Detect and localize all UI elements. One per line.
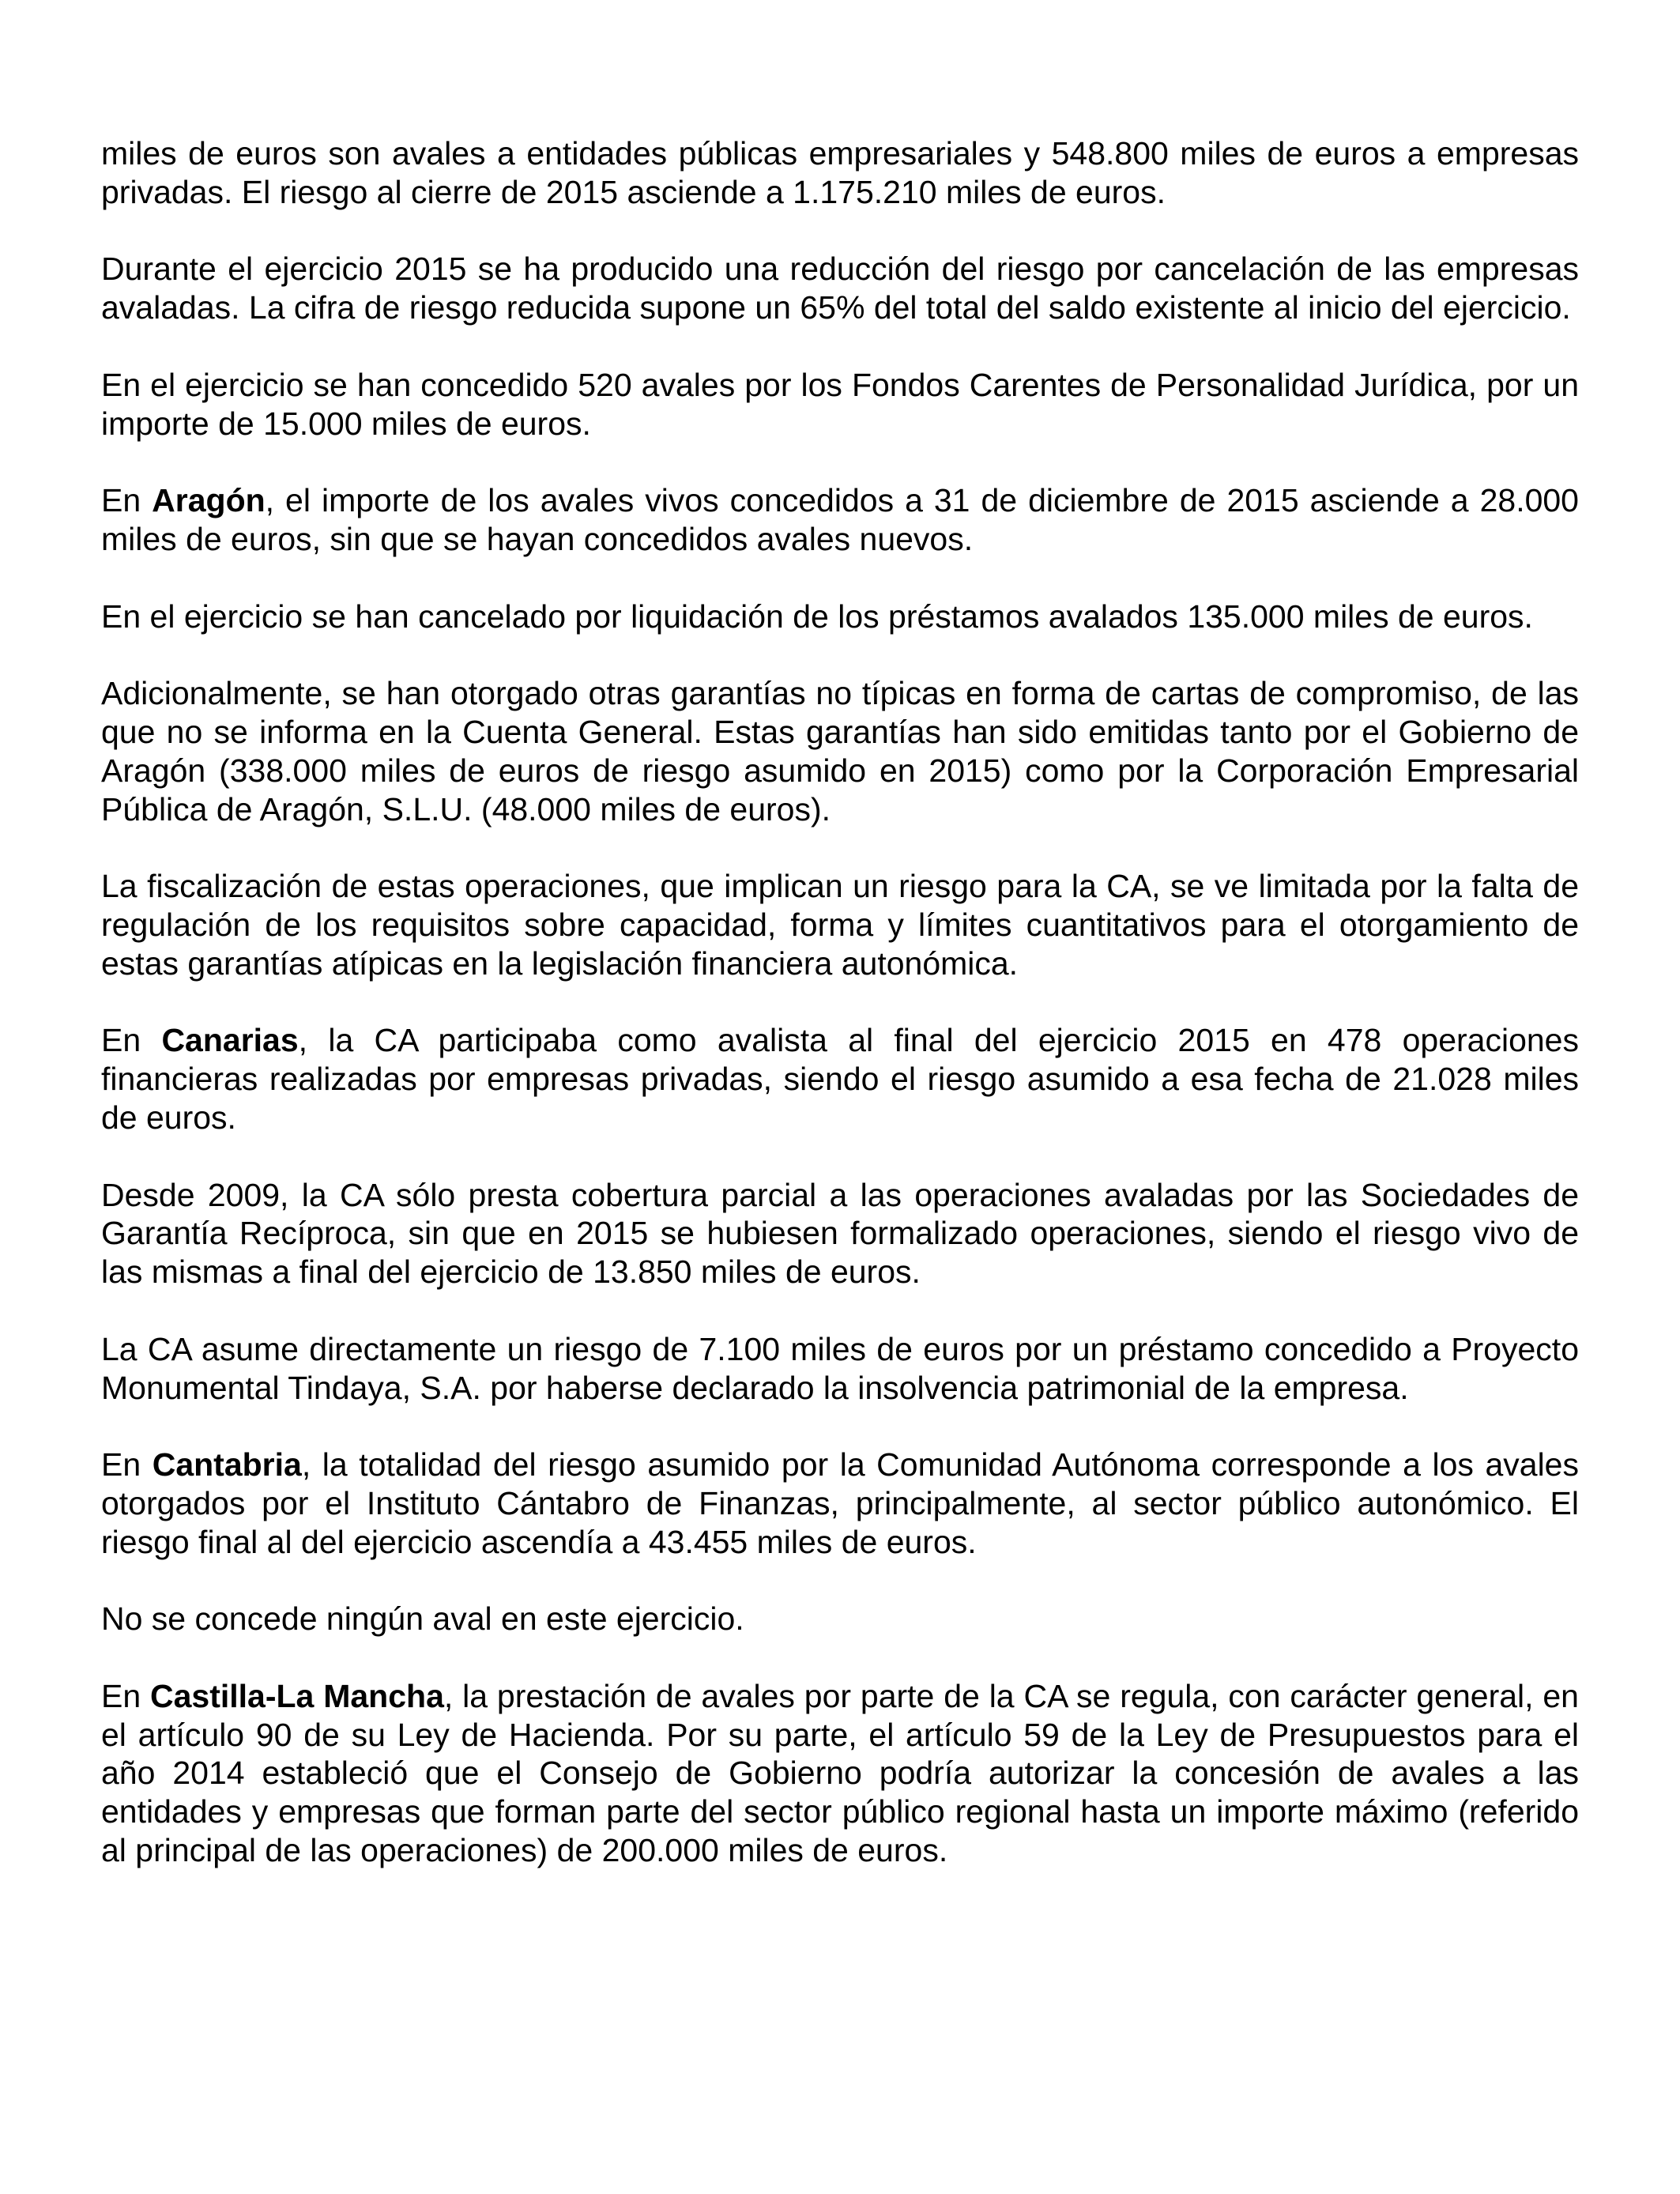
body-paragraph: [101, 1021, 1579, 1137]
paragraph-text: , la CA participaba como avalista al final del ejercicio 2015 en 478 operaciones financieras realizadas por empresas privadas, siendo el riesgo asumido a esa fecha de 21.028 miles de euros.: [101, 1022, 1579, 1136]
paragraph-text: En el ejercicio se han concedido 520 avales por los Fondos Carentes de Personalidad Jurídica, por un importe de 15.000 miles de euros.: [101, 366, 1579, 442]
paragraph-text: En el ejercicio se han cancelado por liquidación de los préstamos avalados 135.000 miles de euros.: [101, 598, 1533, 635]
region-name: Aragón: [152, 482, 266, 519]
body-paragraph: [101, 250, 1579, 327]
paragraph-text: La CA asume directamente un riesgo de 7.100 miles de euros por un préstamo concedido a Proyecto Monumental Tindaya, S.A. por haberse declarado la insolvencia patrimonial de la empresa.: [101, 1330, 1579, 1406]
paragraph-text: , la totalidad del riesgo asumido por la Comunidad Autónoma corresponde a los avales otorgados por el Instituto Cántabro de Finanzas, principalmente, al sector público autonómico. El riesgo final al del ejercicio ascendía a 43.455 miles de euros.: [101, 1446, 1579, 1560]
body-paragraph: [101, 598, 1579, 636]
paragraph-text: Adicionalmente, se han otorgado otras garantías no típicas en forma de cartas de compromiso, de las que no se informa en la Cuenta General. Estas garantías han sido emitidas tanto por el Gobierno de Aragón (338.000 miles de euros de riesgo asumido en 2015) como por la Corporación Empresarial Pública de Aragón, S.L.U. (48.000 miles de euros).: [101, 675, 1579, 827]
paragraph-text: , el importe de los avales vivos concedidos a 31 de diciembre de 2015 asciende a 28.000 miles de euros, sin que se hayan concedidos avales nuevos.: [101, 482, 1579, 557]
body-paragraph: [101, 1330, 1579, 1408]
body-paragraph: [101, 481, 1579, 559]
body-paragraph: [101, 1446, 1579, 1561]
body-paragraph: [101, 366, 1579, 443]
body-paragraph: [101, 1600, 1579, 1638]
paragraph-text: En: [101, 1022, 162, 1059]
paragraph-text: Desde 2009, la CA sólo presta cobertura parcial a las operaciones avaladas por las Sociedades de Garantía Recíproca, sin que en 2015 se hubiesen formalizado operaciones, siendo el riesgo vivo de las mismas a final del ejercicio de 13.850 miles de euros.: [101, 1176, 1579, 1291]
body-paragraph: [101, 134, 1579, 212]
paragraph-text: En: [101, 482, 153, 519]
paragraph-text: La fiscalización de estas operaciones, que implican un riesgo para la CA, se ve limitada por la falta de regulación de los requisitos sobre capacidad, forma y límites cuantitativos para el otorgamiento de estas garantías atípicas en la legislación financiera autonómica.: [101, 868, 1579, 982]
paragraph-text: Durante el ejercicio 2015 se ha producido una reducción del riesgo por cancelación de las empresas avaladas. La cifra de riesgo reducida supone un 65% del total del saldo existente al inicio del ejercicio.: [101, 251, 1579, 326]
body-paragraph: [101, 867, 1579, 982]
paragraph-text: miles de euros son avales a entidades públicas empresariales y 548.800 miles de euros a empresas privadas. El riesgo al cierre de 2015 asciende a 1.175.210 miles de euros.: [101, 135, 1579, 210]
paragraph-text: En: [101, 1677, 151, 1714]
region-name: Canarias: [161, 1022, 299, 1059]
paragraph-text: En: [101, 1446, 153, 1483]
body-paragraph: [101, 674, 1579, 828]
paragraph-text: , la prestación de avales por parte de la CA se regula, con carácter general, en el artículo 90 de su Ley de Hacienda. Por su parte, el artículo 59 de la Ley de Presupuestos para el año 2014 estableció que el Consejo de Gobierno podría autorizar la concesión de avales a las entidades y empresas que forman parte del sector público regional hasta un importe máximo (referido al principal de las operaciones) de 200.000 miles de euros.: [101, 1677, 1579, 1869]
region-name: Cantabria: [152, 1446, 302, 1483]
body-paragraph: [101, 1176, 1579, 1291]
region-name: Castilla-La Mancha: [150, 1677, 444, 1714]
document-page: [101, 134, 1579, 1909]
paragraph-text: No se concede ningún aval en este ejercicio.: [101, 1600, 744, 1638]
body-paragraph: [101, 1677, 1579, 1870]
